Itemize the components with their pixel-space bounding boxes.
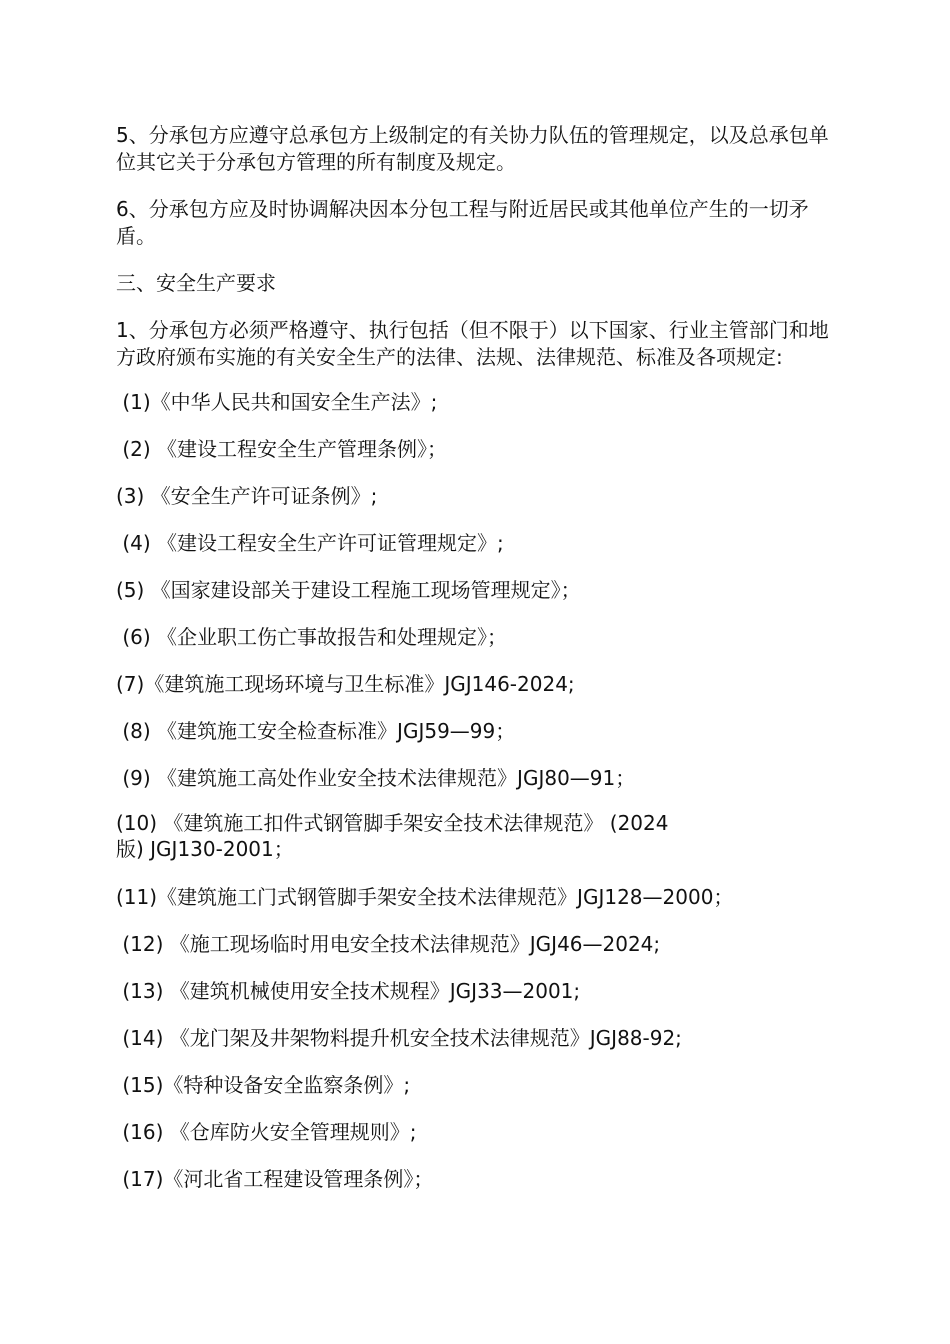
list-item: (10) 《建筑施工扣件式钢管脚手架安全技术法律规范》 (2024 版) JGJ130-2001； [116, 811, 669, 861]
list-item: (13) 《建筑机械使用安全技术规程》JGJ33—2001; [116, 979, 581, 1003]
list-item: (4) 《建设工程安全生产许可证管理规定》; [116, 531, 504, 555]
list-item: (16) 《仓库防火安全管理规则》; [116, 1120, 417, 1144]
list-item: (17)《河北省工程建设管理条例》； [116, 1167, 434, 1191]
list-item: (14) 《龙门架及井架物料提升机安全技术法律规范》JGJ88-92; [116, 1026, 682, 1050]
paragraph-requirement-1: 1、分承包方必须严格遵守、执行包括（但不限于）以下国家、行业主管部门和地方政府颁布实施的有关安全生产的法律、法规、法律规范、标准及各项规定: [116, 318, 829, 369]
regulation-list [116, 379, 846, 1203]
section-heading: 三、安全生产要求 [116, 271, 276, 295]
list-item: (1)《中华人民共和国安全生产法》; [116, 390, 438, 414]
list-item: (3) 《安全生产许可证条例》; [116, 484, 378, 508]
list-item: (2) 《建设工程安全生产管理条例》； [116, 437, 448, 461]
document-page [116, 122, 846, 1203]
list-item: (5) 《国家建设部关于建设工程施工现场管理规定》； [116, 578, 581, 602]
paragraph-5: 5、分承包方应遵守总承包方上级制定的有关协力队伍的管理规定，以及总承包单位其它关于分承包方管理的所有制度及规定。 [116, 123, 829, 174]
list-item: (9) 《建筑施工高处作业安全技术法律规范》JGJ80—91； [116, 766, 636, 790]
list-item: (8) 《建筑施工安全检查标准》JGJ59—99； [116, 719, 516, 743]
list-item: (11)《建筑施工门式钢管脚手架安全技术法律规范》JGJ128—2000； [116, 885, 734, 909]
paragraph-6: 6、分承包方应及时协调解决因本分包工程与附近居民或其他单位产生的一切矛盾。 [116, 197, 809, 248]
list-item: (7)《建筑施工现场环境与卫生标准》JGJ146-2024; [116, 672, 575, 696]
list-item: (15)《特种设备安全监察条例》; [116, 1073, 411, 1097]
list-item: (6) 《企业职工伤亡事故报告和处理规定》； [116, 625, 508, 649]
list-item: (12) 《施工现场临时用电安全技术法律规范》JGJ46—2024; [116, 932, 661, 956]
